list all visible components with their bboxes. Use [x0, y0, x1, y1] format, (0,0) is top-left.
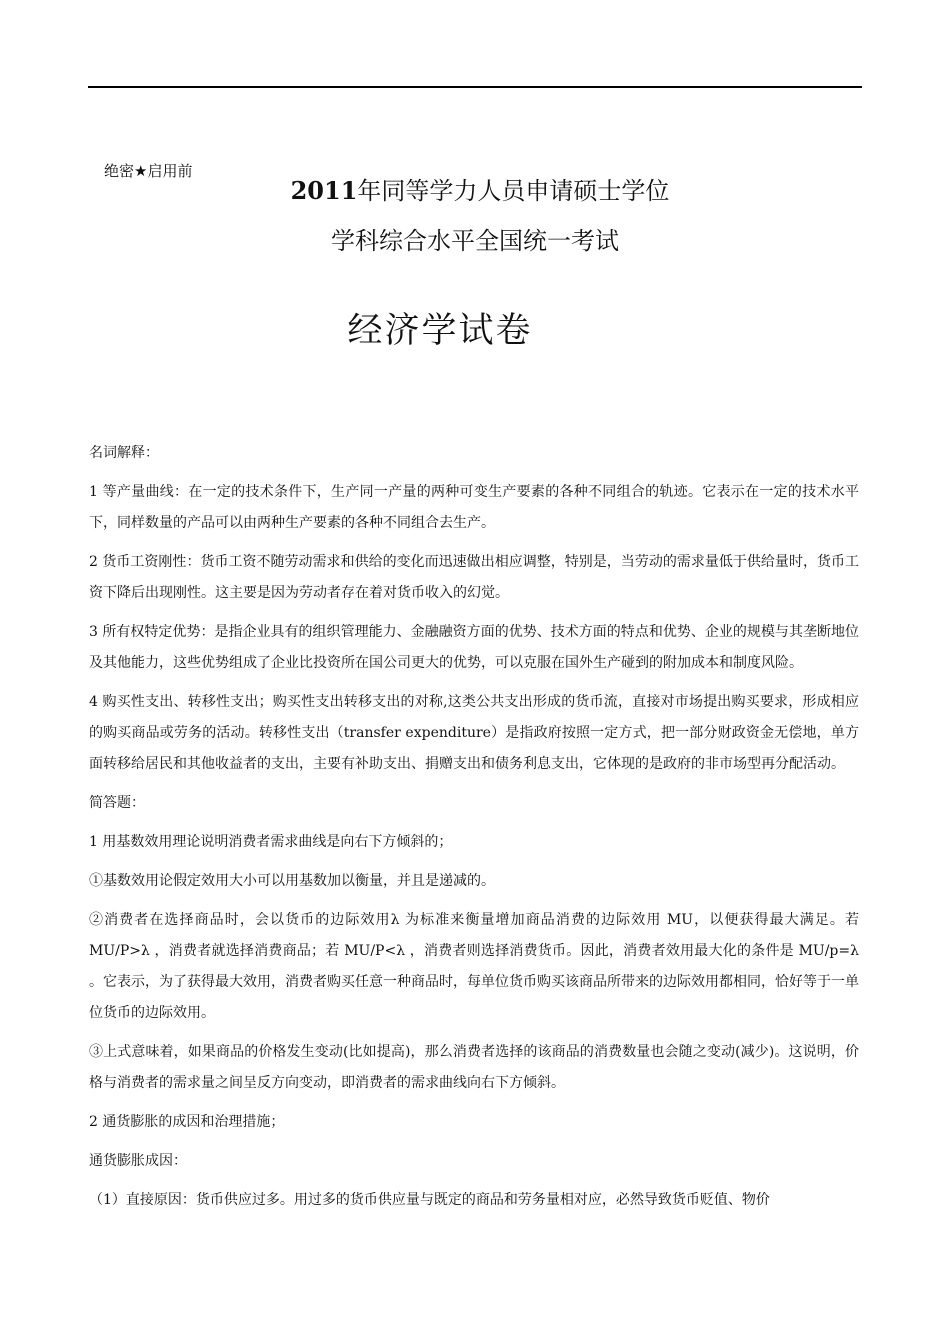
cause-heading: 通货膨胀成因： — [89, 1153, 187, 1169]
answer-point: ②消费者在选择商品时，会以货币的边际效用λ 为标准来衡量增加商品消费的边际效用 MU，以便获得最大满足。若 MU/P>λ ，消费者就选择消费商品；若 MU/P<λ ，消费者则选择消费货币。因此，消费者效用最大化的条件是 MU/p=λ 。它表示，为了获得最大效用，消费者购买任意一种商品时，每单位货币购买该商品所带来的边际效用都相同，恰好等于一单位货币的边际效用。 — [89, 912, 859, 1021]
paper-title: 经济学试卷 — [347, 311, 533, 351]
cause-paragraph: （1）直接原因：货币供应过多。用过多的货币供应量与既定的商品和劳务量相对应，必然导致货币贬值、物价 — [89, 1192, 770, 1208]
secret-label: 绝密★启用前 — [104, 162, 193, 180]
question-title: 2 通货膨胀的成因和治理措施； — [89, 1114, 285, 1130]
answer-point: ①基数效用论假定效用大小可以用基数加以衡量，并且是递减的。 — [89, 873, 495, 889]
exam-subtitle: 学科综合水平全国统一考试 — [331, 227, 619, 255]
title-text: 年同等学力人员申请硕士学位 — [357, 177, 670, 205]
question-title: 1 用基数效用理论说明消费者需求曲线是向右下方倾斜的； — [89, 834, 453, 850]
document-body — [89, 438, 859, 1224]
title-year: 2011 — [290, 176, 358, 205]
short-answer-heading: 简答题： — [89, 795, 145, 811]
terms-heading: 名词解释： — [89, 445, 159, 461]
term-paragraph: 1 等产量曲线：在一定的技术条件下，生产同一产量的两种可变生产要素的各种不同组合的轨迹。它表示在一定的技术水平下，同样数量的产品可以由两种生产要素的各种不同组合去生产。 — [89, 484, 859, 531]
header-rule — [88, 86, 862, 88]
term-paragraph: 4 购买性支出、转移性支出；购买性支出转移支出的对称,这类公共支出形成的货币流，直接对市场提出购买要求，形成相应的购买商品或劳务的活动。转移性支出（transfer expenditure）是指政府按照一定方式，把一部分财政资金无偿地，单方面转移给居民和其他收益者的支出，主要有补助支出、捐赠支出和债务利息支出，它体现的是政府的非市场型再分配活动。 — [89, 694, 859, 772]
answer-point: ③上式意味着，如果商品的价格发生变动(比如提高)，那么消费者选择的该商品的消费数量也会随之变动(减少)。这说明，价格与消费者的需求量之间呈反方向变动，即消费者的需求曲线向右下方倾斜。 — [89, 1044, 859, 1091]
exam-title-line1 — [0, 172, 950, 210]
term-paragraph: 2 货币工资刚性：货币工资不随劳动需求和供给的变化而迅速做出相应调整，特别是，当劳动的需求量低于供给量时，货币工资下降后出现刚性。这主要是因为劳动者存在着对货币收入的幻觉。 — [89, 554, 859, 601]
term-paragraph: 3 所有权特定优势：是指企业具有的组织管理能力、金融融资方面的优势、技术方面的特点和优势、企业的规模与其垄断地位及其他能力，这些优势组成了企业比投资所在国公司更大的优势，可以克服在国外生产碰到的附加成本和制度风险。 — [89, 624, 859, 671]
